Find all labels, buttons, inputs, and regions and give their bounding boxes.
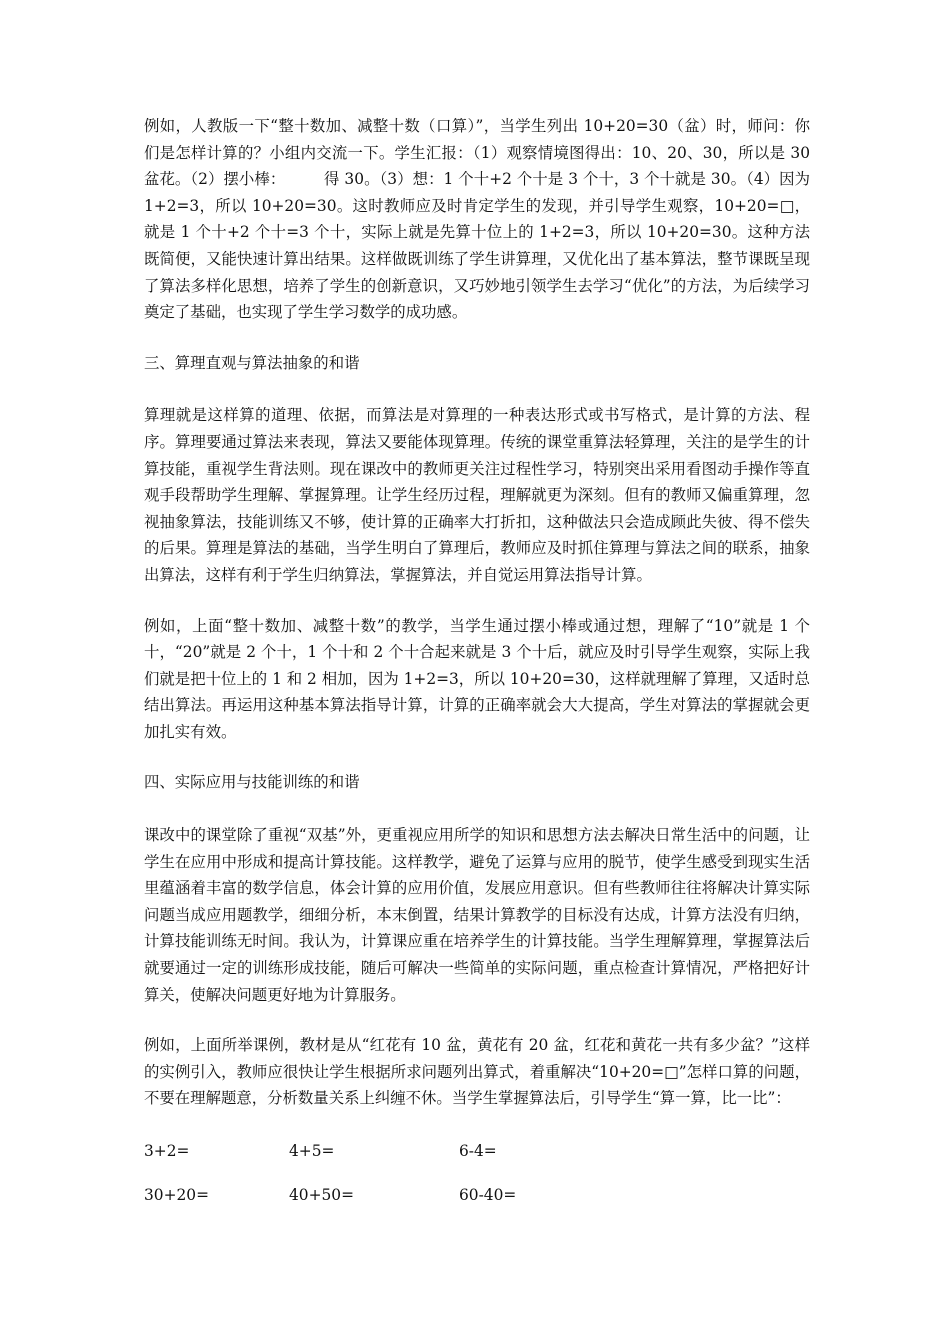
section-heading-4: 四、实际应用与技能训练的和谐 (144, 773, 360, 792)
exercise-row-2 (144, 1182, 810, 1208)
paragraph-example-oral-calculation: 例如，人教版一下“整十数加、减整十数（口算）”，当学生列出 10+20=30（盆）时，师问：你们是怎样计算的？小组内交流一下。学生汇报：（1）观察情境图得出：10、20、30，所以是 30 盆花。（2）摆小棒： 得 30。（3）想：1 个十+2 个十是 3 个十，3 个十就是 30。（4）因为 1+2=3，所以 10+20=30。这时教师应及时肯定学生的发现，并引导学生观察，10+20=□，就是 1 个十+2 个十=3 个十，实际上就是先算十位上的 1+2=3，所以 10+20=30。这种方法既简便，又能快速计算出结果。这样做既训练了学生讲算理，又优化出了基本算法，整节课既呈现了算法多样化思想，培养了学生的创新意识，又巧妙地引领学生去学习“优化”的方法，为后续学习奠定了基础，也实现了学生学习数学的成功感。 (144, 117, 810, 322)
exercise-item: 60-40= (459, 1186, 517, 1204)
paragraph-arithmetic-reasoning: 算理就是这样算的道理、依据，而算法是对算理的一种表达形式或书写格式，是计算的方法、程序。算理要通过算法来表现，算法又要能体现算理。传统的课堂重算法轻算理，关注的是学生的计算技能，重视学生背法则。现在课改中的教师更关注过程性学习，特别突出采用看图动手操作等直观手段帮助学生理解、掌握算理。让学生经历过程，理解就更为深刻。但有的教师又偏重算理，忽视抽象算法，技能训练又不够，使计算的正确率大打折扣，这种做法只会造成顾此失彼、得不偿失的后果。算理是算法的基础，当学生明白了算理后，教师应及时抓住算理与算法之间的联系，抽象出算法，这样有利于学生归纳算法，掌握算法，并自觉运用算法指导计算。 (144, 406, 810, 584)
paragraph-example-tens-addition: 例如，上面“整十数加、减整十数”的教学，当学生通过摆小棒或通过想，理解了“10”就是 1 个十，“20”就是 2 个十，1 个十和 2 个十合起来就是 3 个十后，就应及时引导学生观察，实际上我们就是把十位上的 1 和 2 相加，因为 1+2=3，所以 10+20=30，这样就理解了算理，又适时总结出算法。再运用这种基本算法指导计算，计算的正确率就会大大提高，学生对算法的掌握就会更加扎实有效。 (144, 616, 810, 741)
exercise-item: 40+50= (289, 1186, 354, 1204)
exercise-row-1 (144, 1138, 810, 1164)
exercise-item: 6-4= (459, 1142, 497, 1160)
document-page (144, 113, 810, 1226)
paragraph-application-skills: 课改中的课堂除了重视“双基”外，更重视应用所学的知识和思想方法去解决日常生活中的问题，让学生在应用中形成和提高计算技能。这样教学，避免了运算与应用的脱节，使学生感受到现实生活里蕴涵着丰富的数学信息，体会计算的应用价值，发展应用意识。但有些教师往往将解决计算实际问题当成应用题教学，细细分析，本末倒置，结果计算教学的目标没有达成，计算方法没有归纳，计算技能训练无时间。我认为，计算课应重在培养学生的计算技能。当学生理解算理，掌握算法后就要通过一定的训练形成技能，随后可解决一些简单的实际问题，重点检查计算情况，严格把好计算关，使解决问题更好地为计算服务。 (144, 826, 810, 1004)
exercise-item: 4+5= (289, 1142, 335, 1160)
section-heading-3: 三、算理直观与算法抽象的和谐 (144, 353, 360, 372)
exercise-item: 3+2= (144, 1142, 190, 1160)
exercise-item: 30+20= (144, 1186, 209, 1204)
paragraph-example-textbook: 例如，上面所举课例，教材是从“红花有 10 盆，黄花有 20 盆，红花和黄花一共有多少盆？”这样的实例引入，教师应很快让学生根据所求问题列出算式，着重解决“10+20=□”怎样口算的问题，不要在理解题意，分析数量关系上纠缠不休。当学生掌握算法后，引导学生“算一算，比一比”： (144, 1036, 810, 1108)
